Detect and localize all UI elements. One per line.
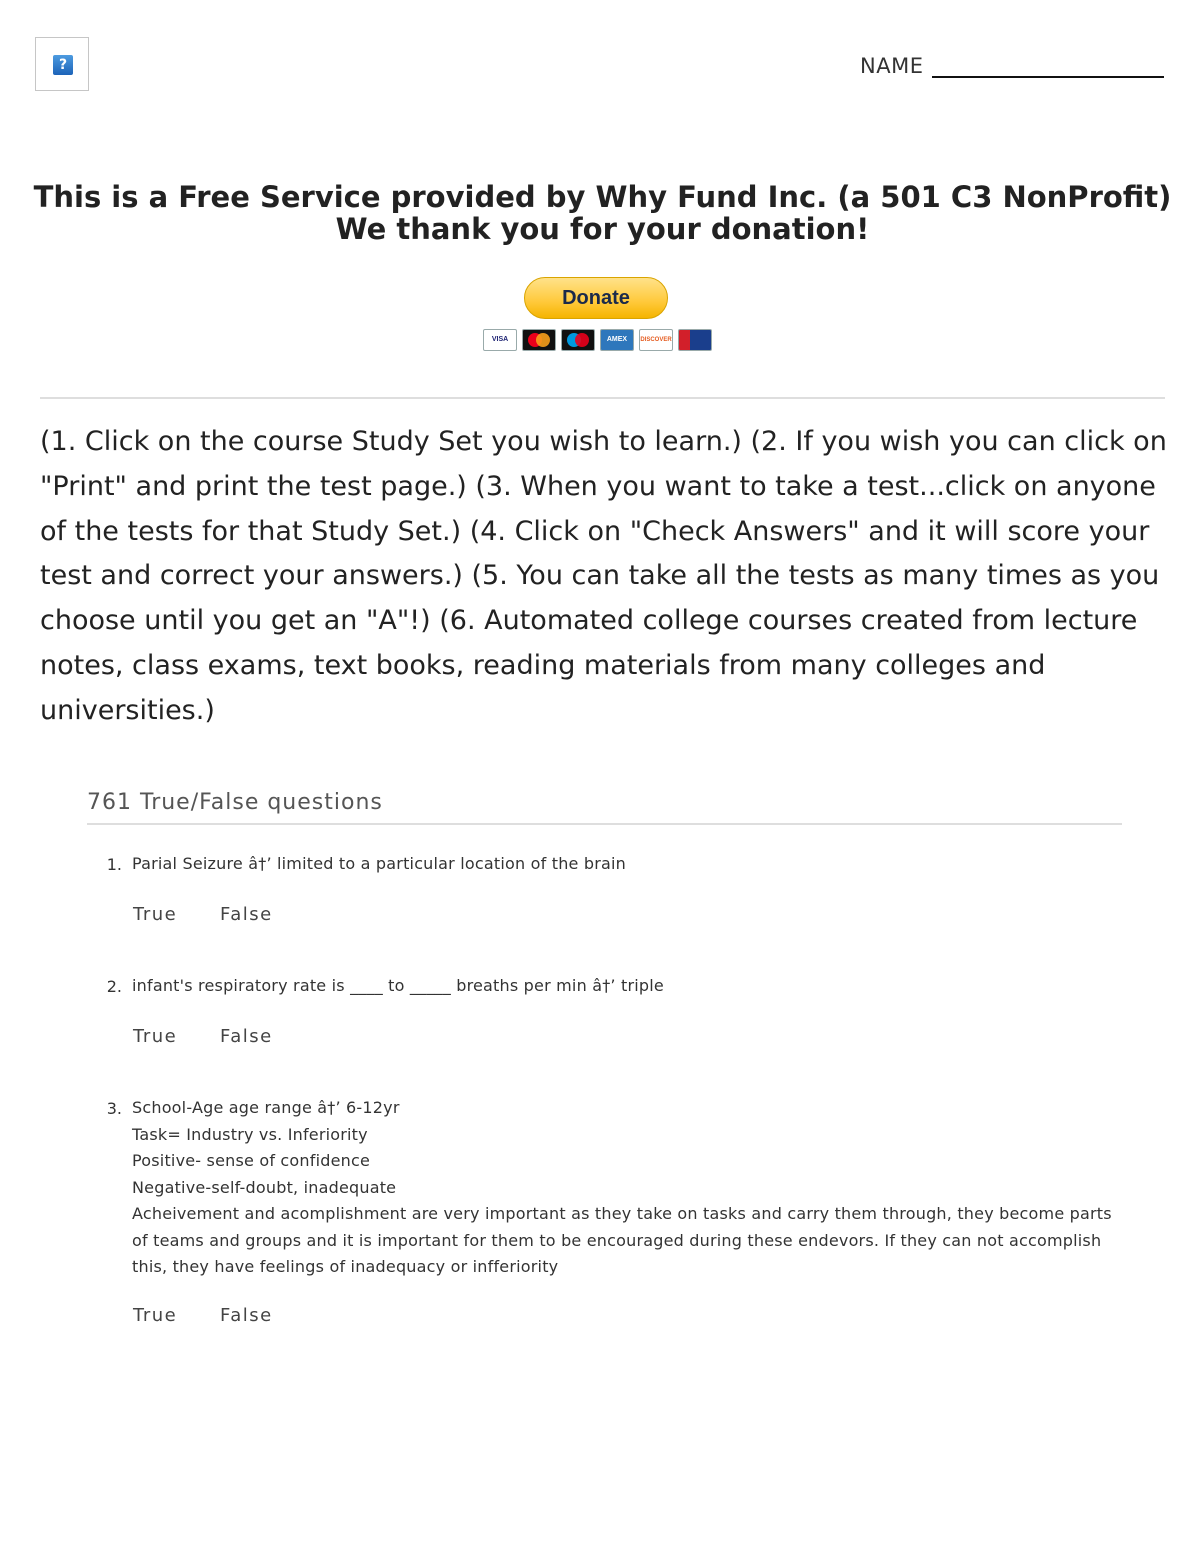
false-option[interactable]: False [220, 1026, 273, 1047]
mastercard-icon [522, 329, 556, 351]
true-option[interactable]: True [133, 1026, 178, 1047]
question-line: Acheivement and acomplishment are very important as they take on tasks and carry them through, they become parts [132, 1204, 1112, 1223]
visa-card-icon: VISA [483, 329, 517, 351]
credit-card-icon [678, 329, 712, 351]
question-line: School-Age age range â†’ 6-12yr [132, 1098, 400, 1117]
question-line: of teams and groups and it is important for them to be encouraged during these endevors. If they can not accomplish [132, 1230, 1102, 1250]
question-text [132, 1095, 1112, 1281]
maestro-card-icon [561, 329, 595, 351]
true-option[interactable]: True [133, 904, 178, 925]
discover-card-icon: DISCOVER [639, 329, 673, 351]
banner-line-1: This is a Free Service provided by Why Fund Inc. (a 501 C3 NonProfit) [33, 180, 1172, 214]
question-line: Task= Industry vs. Inferiority [132, 1124, 368, 1144]
question-number: 2. [106, 977, 122, 996]
name-label: NAME [860, 54, 924, 78]
banner-line-2: We thank you for your donation! [335, 212, 870, 246]
amex-card-icon: AMEX [600, 329, 634, 351]
banner-title [0, 181, 1200, 245]
section-divider [87, 823, 1122, 825]
divider [40, 397, 1165, 399]
instructions-text: (1. Click on the course Study Set you wish to learn.) (2. If you wish you can click on "Print" and print the test page.) (3. When you want to take a test...click on anyone of the tests for that Study Set.) (4. Click on "Check Answers" and it will score your test and correct your answers.) (5. You can take all the tests as many times as you choose until you get an "A"!) (6. Automated college courses created from lecture notes, class exams, text books, reading materials from many colleges and universities.) [40, 426, 1167, 726]
question-line: this, they have feelings of inadequacy or infferiority [132, 1257, 559, 1276]
question-number: 3. [106, 1099, 122, 1118]
question-text [132, 851, 1112, 878]
question-text [132, 973, 1112, 1000]
logo-placeholder [35, 37, 89, 91]
false-option[interactable]: False [220, 904, 273, 925]
false-option[interactable]: False [220, 1305, 273, 1326]
name-blank-line [932, 76, 1164, 78]
question-number: 1. [106, 855, 122, 874]
help-question-icon: ? [53, 55, 73, 75]
donate-button[interactable]: Donate [524, 277, 668, 319]
section-title: 761 True/False questions [87, 790, 383, 815]
question-line: infant's respiratory rate is ____ to _____ breaths per min â†’ triple [132, 976, 664, 995]
question-line: Positive- sense of confidence [132, 1151, 371, 1170]
question-line: Negative-self-doubt, inadequate [132, 1177, 397, 1197]
question-line: Parial Seizure â†’ limited to a particular location of the brain [132, 854, 626, 873]
true-option[interactable]: True [133, 1305, 178, 1326]
